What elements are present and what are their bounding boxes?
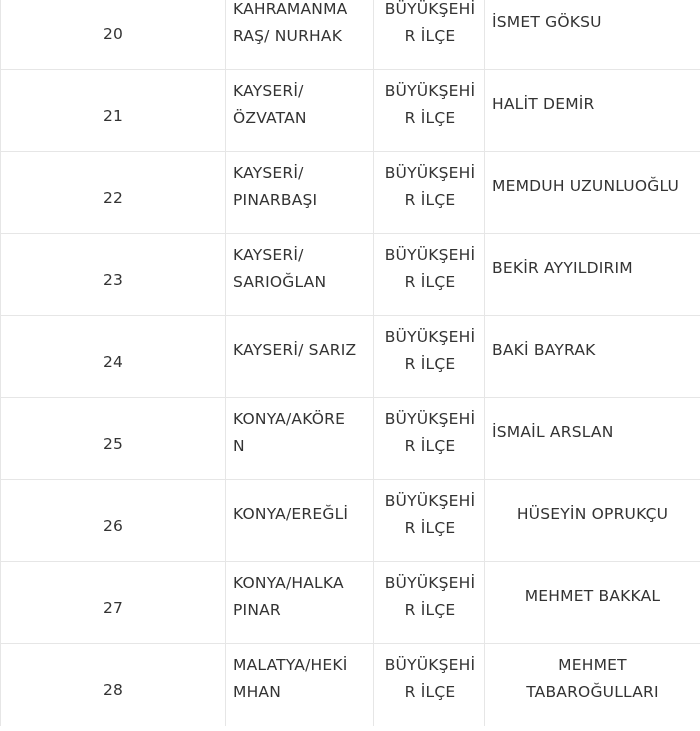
province-district-cell (225, 234, 373, 315)
municipality-type-cell (373, 152, 484, 233)
table-row (0, 644, 700, 726)
candidate-cell (484, 562, 700, 643)
province-district: KAHRAMANMA RAŞ/ NURHAK (233, 0, 348, 45)
row-number-cell (0, 70, 225, 151)
row-number-cell (0, 480, 225, 561)
municipality-type: BÜYÜKŞEHİ R İLÇE (384, 410, 476, 455)
row-number: 20 (102, 25, 124, 43)
candidate-cell (484, 480, 700, 561)
row-number-cell (0, 644, 225, 726)
table-row (0, 480, 700, 562)
province-district: KAYSERİ/ PINARBAŞI (233, 164, 318, 209)
municipality-type-cell (373, 316, 484, 397)
province-district-cell (225, 316, 373, 397)
municipality-type-cell (373, 234, 484, 315)
row-number: 27 (102, 599, 124, 617)
candidate-cell (484, 316, 700, 397)
row-number-cell (0, 152, 225, 233)
municipality-type: BÜYÜKŞEHİ R İLÇE (384, 328, 476, 373)
province-district: KONYA/AKÖRE N (233, 410, 346, 455)
candidate-cell (484, 0, 700, 69)
municipality-type: BÜYÜKŞEHİ R İLÇE (384, 656, 476, 701)
candidate-name: HALİT DEMİR (492, 95, 595, 113)
province-district: KONYA/HALKA PINAR (233, 574, 344, 619)
municipality-type: BÜYÜKŞEHİ R İLÇE (384, 82, 476, 127)
candidate-name: MEHMET BAKKAL (524, 587, 661, 605)
candidate-cell (484, 398, 700, 479)
province-district-cell (225, 644, 373, 726)
province-district: MALATYA/HEKİ MHAN (233, 656, 348, 701)
province-district: KONYA/EREĞLİ (233, 505, 349, 523)
candidate-name: MEHMET TABAROĞULLARI (526, 656, 659, 701)
candidate-name: İSMET GÖKSU (492, 13, 602, 31)
table-row (0, 234, 700, 316)
municipality-type: BÜYÜKŞEHİ R İLÇE (384, 164, 476, 209)
candidate-name: BEKİR AYYILDIRIM (492, 259, 633, 277)
candidate-name: HÜSEYİN OPRUKÇU (516, 505, 669, 523)
province-district-cell (225, 152, 373, 233)
municipality-type-cell (373, 0, 484, 69)
candidate-name: İSMAİL ARSLAN (492, 423, 614, 441)
municipality-type: BÜYÜKŞEHİ R İLÇE (384, 574, 476, 619)
candidate-name: BAKİ BAYRAK (492, 341, 596, 359)
province-district-cell (225, 70, 373, 151)
candidate-name: MEMDUH UZUNLUOĞLU (492, 177, 680, 195)
table-row (0, 316, 700, 398)
municipality-type-cell (373, 398, 484, 479)
row-number: 23 (102, 271, 124, 289)
row-number-cell (0, 0, 225, 69)
municipality-type-cell (373, 644, 484, 726)
row-number: 28 (102, 681, 124, 699)
province-district: KAYSERİ/ ÖZVATAN (233, 82, 307, 127)
municipality-type-cell (373, 562, 484, 643)
province-district: KAYSERİ/ SARIZ (233, 341, 357, 359)
table-row (0, 398, 700, 480)
table-row (0, 0, 700, 70)
row-number-cell (0, 234, 225, 315)
municipality-type-cell (373, 70, 484, 151)
province-district-cell (225, 0, 373, 69)
candidate-cell (484, 70, 700, 151)
row-number: 24 (102, 353, 124, 371)
table-row (0, 152, 700, 234)
municipality-type-cell (373, 480, 484, 561)
row-number: 26 (102, 517, 124, 535)
row-number: 25 (102, 435, 124, 453)
table-row (0, 70, 700, 152)
candidate-cell (484, 152, 700, 233)
table-row (0, 562, 700, 644)
municipality-type: BÜYÜKŞEHİ R İLÇE (384, 0, 476, 45)
row-number-cell (0, 316, 225, 397)
row-number: 22 (102, 189, 124, 207)
municipality-type: BÜYÜKŞEHİ R İLÇE (384, 246, 476, 291)
province-district-cell (225, 398, 373, 479)
candidate-cell (484, 644, 700, 726)
province-district-cell (225, 480, 373, 561)
province-district: KAYSERİ/ SARIOĞLAN (233, 246, 327, 291)
candidate-cell (484, 234, 700, 315)
row-number-cell (0, 398, 225, 479)
province-district-cell (225, 562, 373, 643)
row-number-cell (0, 562, 225, 643)
municipality-type: BÜYÜKŞEHİ R İLÇE (384, 492, 476, 537)
row-number: 21 (102, 107, 124, 125)
